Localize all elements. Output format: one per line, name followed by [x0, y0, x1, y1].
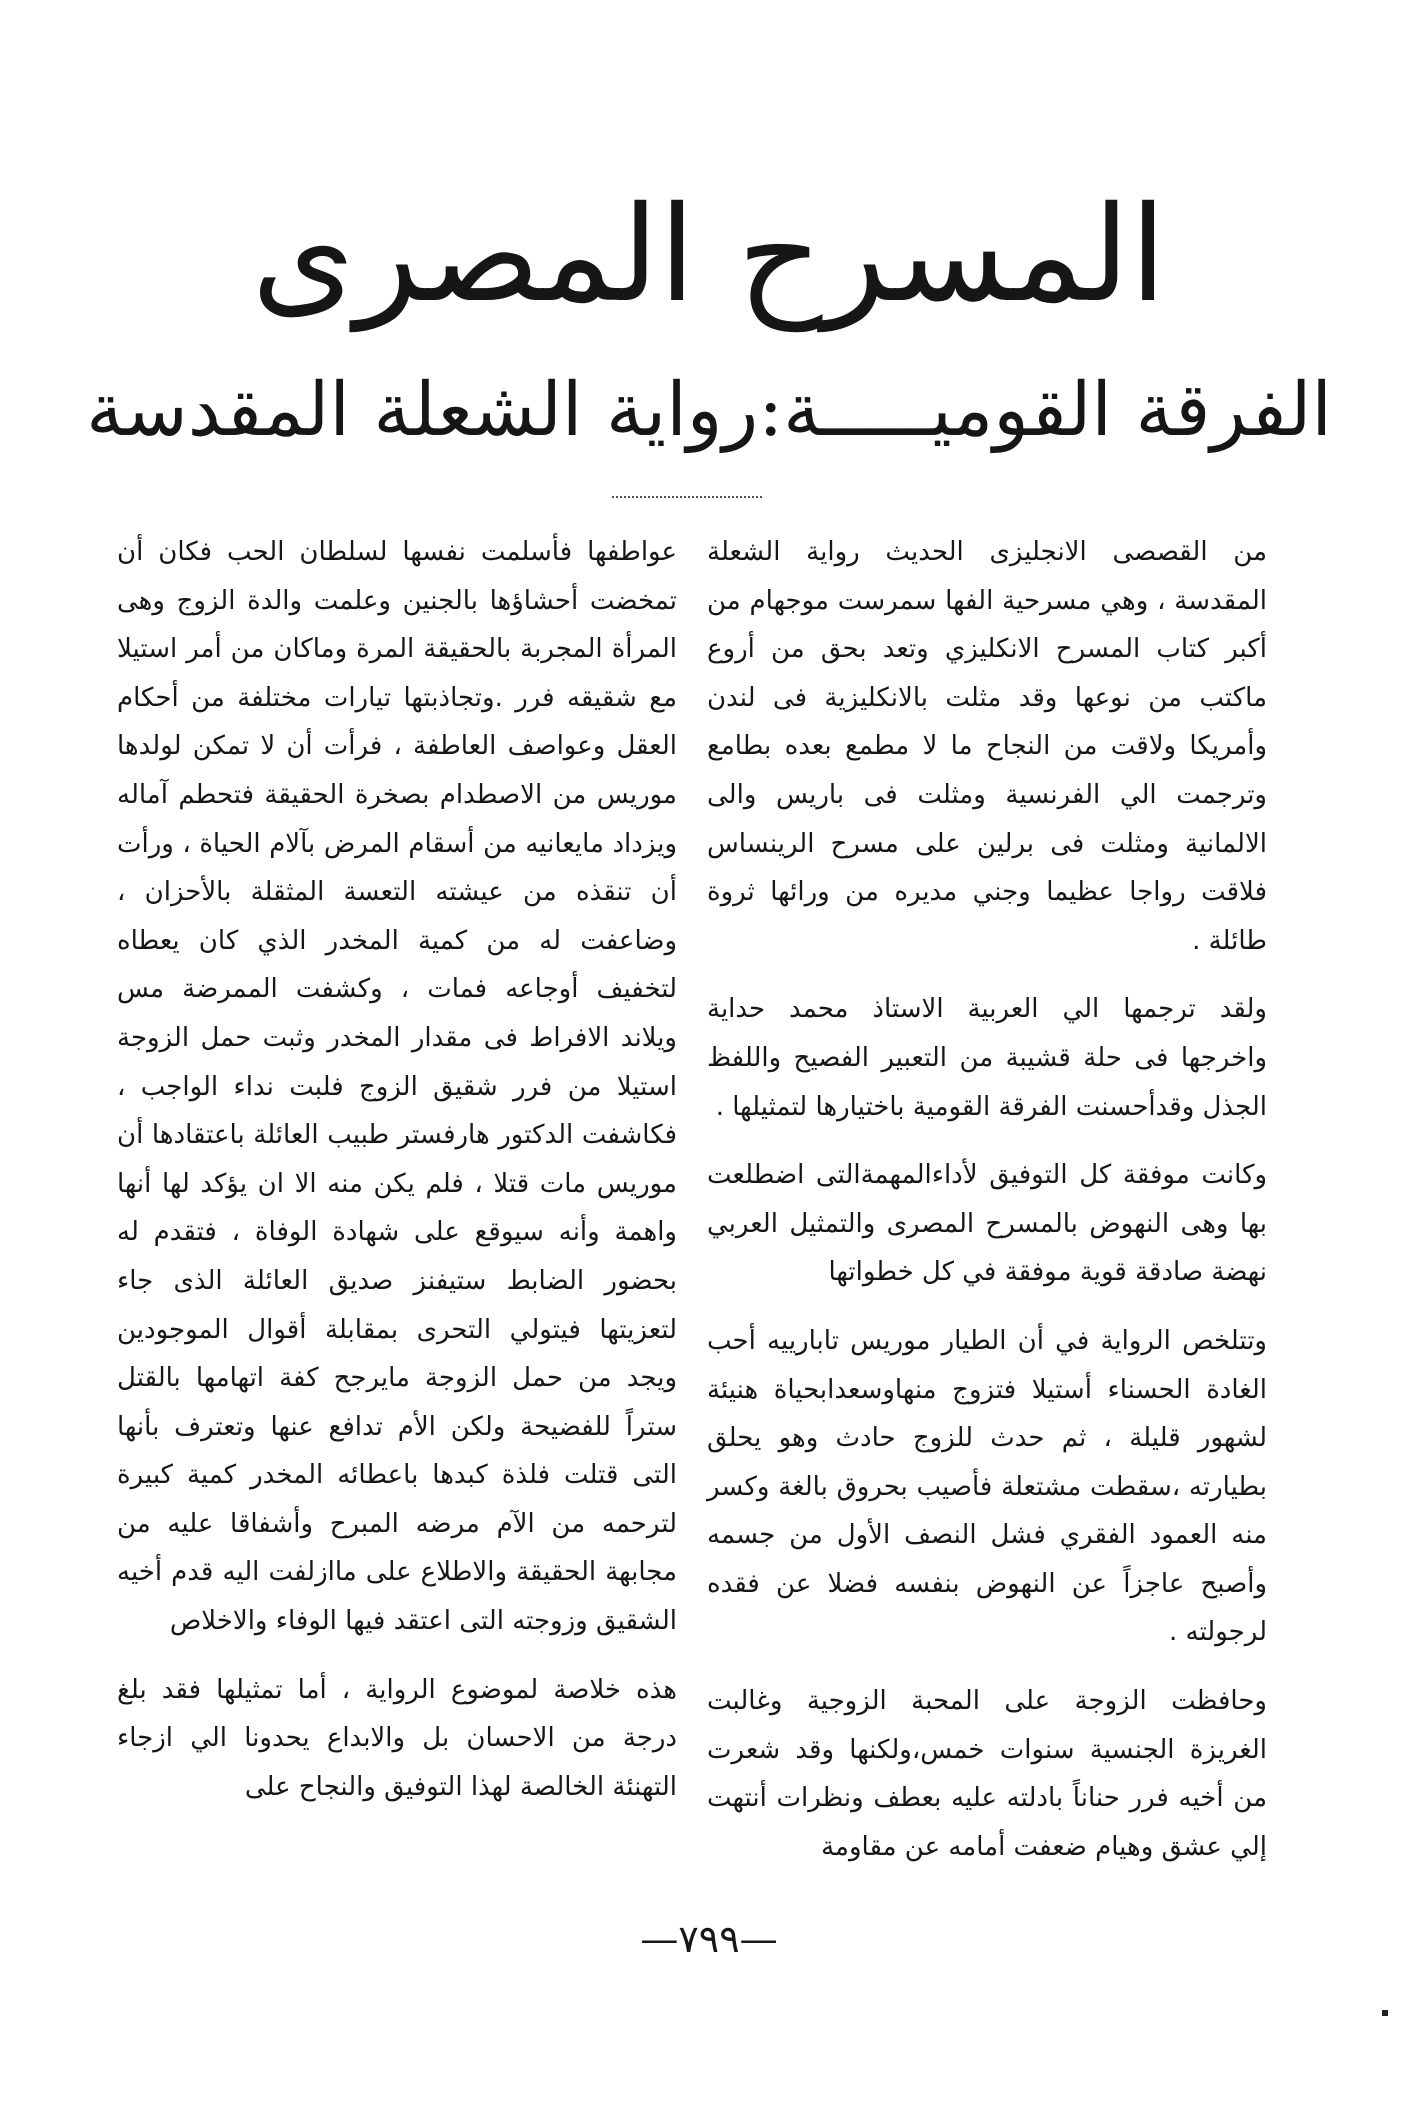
page-title: المسرح المصرى	[251, 178, 1167, 332]
paragraph: ولقد ترجمها الي العربية الاستاذ محمد حداية واخرجها فى حلة قشيبة من التعبير الفصيح واللفظ الجذل وقدأحسنت الفرقة القومية باختيارها لتمثيلها .	[707, 994, 1267, 1122]
paragraph: وكانت موفقة كل التوفيق لأداءالمهمةالتى اضطلعت بها وهى النهوض بالمسرح المصرى والتمثيل العربي نهضة صادقة قوية موفقة في كل خطواتها	[707, 1160, 1267, 1288]
paragraph: وتتلخص الرواية في أن الطيار موريس تابارييه أحب الغادة الحسناء أستيلا فتزوج منهاوسعدابحياة هنيئة لشهور قليلة ، ثم حدث للزوج حادث وهو يحلق بطيارته ،سقطت مشتعلة فأصيب بحروق بالغة وكسر منه العمود الفقري فشل النصف الأول من جسمه وأصبح عاجزاً عن النهوض بنفسه فضلا عن فقده لرجولته .	[707, 1325, 1267, 1648]
paragraph: هذه خلاصة لموضوع الرواية ، أما تمثيلها فقد بلغ درجة من الاحسان بل والابداع يحدونا الي ازجاء التهنئة الخالصة لهذا التوفيق والنجاح على	[117, 1674, 677, 1802]
page-number: —٧٩٩—	[640, 1917, 778, 1961]
title-divider	[612, 496, 762, 498]
left-column	[117, 528, 677, 1811]
right-column	[707, 528, 1267, 1871]
paragraph: عواطفها فأسلمت نفسها لسلطان الحب فكان أن تمخضت أحشاؤها بالجنين وعلمت والدة الزوج وهى المرأة المجربة بالحقيقة المرة وماكان من أمر استيلا مع شقيقه فرر .وتجاذبتها تيارات مختلفة من أحكام العقل وعواصف العاطفة ، فرأت أن لا تمكن لولدها موريس من الاصطدام بصخرة الحقيقة فتحطم آماله ويزداد مايعانيه من أسقام المرض بآلام الحياة ، ورأت أن تنقذه من عيشته التعسة المثقلة بالأحزان ، وضاعفت له من كمية المخدر الذي كان يعطاه لتخفيف أوجاعه فمات ، وكشفت الممرضة مس ويلاند الافراط فى مقدار المخدر وثبت حمل الزوجة استيلا من فرر شقيق الزوج فلبت نداء الواجب ، فكاشفت الدكتور هارفستر طبيب العائلة باعتقادها أن موريس مات قتلا ، فلم يكن منه الا ان يؤكد لها أنها واهمة وأنه سيوقع على شهادة الوفاة ، فتقدم له بحضور الضابط ستيفنز صديق العائلة الذى جاء لتعزيتها فيتولي التحرى بمقابلة أقوال الموجودين ويجد من حمل الزوجة مايرجح كفة اتهامها بالقتل ستراً للفضيحة ولكن الأم تدافع عنها وتعترف بأنها التى قتلت فلذة كبدها باعطائه المخدر كمية كبيرة لترحمه من الآم مرضه المبرح وأشفاقا عليه من مجابهة الحقيقة والاطلاع على ماازلفت اليه قدم أخيه الشقيق وزوجته التى اعتقد فيها الوفاء والاخلاص	[117, 537, 677, 1637]
print-speck	[1382, 2010, 1388, 2016]
article-subtitle: الفرقة القوميـــــة:رواية الشعلة المقدسة	[86, 367, 1332, 453]
paragraph: من القصصى الانجليزى الحديث رواية الشعلة المقدسة ، وهي مسرحية الفها سمرست موجهام من أكبر كتاب المسرح الانكليزي وتعد بحق من أروع ماكتب من نوعها وقد مثلت بالانكليزية فى لندن وأمريكا ولاقت من النجاح ما لا مطمع بعده بطامع وترجمت الي الفرنسية ومثلت فى باريس والى الالمانية ومثلت فى برلين على مسرح الرينساس فلاقت رواجا عظيما وجني مديره من ورائها ثروة طائلة .	[707, 537, 1267, 956]
paragraph: وحافظت الزوجة على المحبة الزوجية وغالبت الغريزة الجنسية سنوات خمس،ولكنها وقد شعرت من أخيه فرر حناناً بادلته عليه بعطف ونظرات أنتهت إلي عشق وهيام ضعفت أمامه عن مقاومة	[707, 1686, 1267, 1862]
